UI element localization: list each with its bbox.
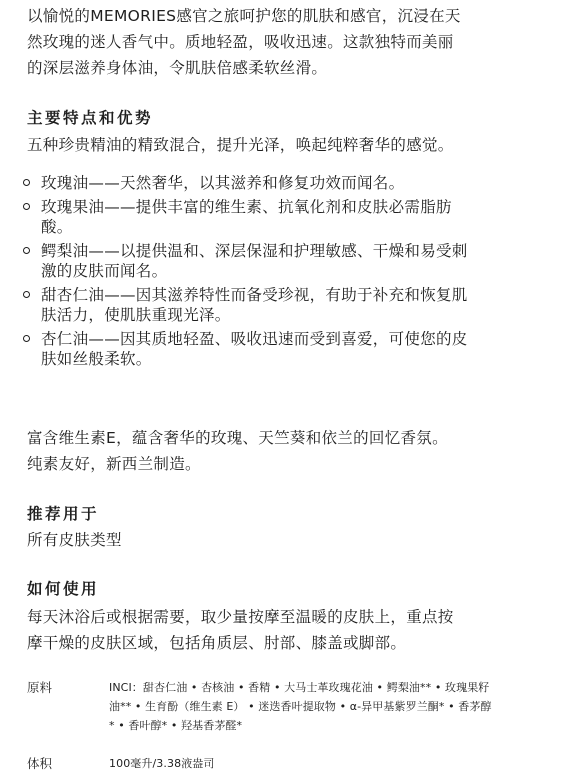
volume-row <box>27 754 532 773</box>
bullet-circle-icon <box>23 247 30 254</box>
features-heading: 主要特点和优势 <box>27 109 154 127</box>
volume-value: 100毫升/3.38液盎司 <box>109 757 215 770</box>
list-item <box>27 173 532 193</box>
vitamin-paragraph <box>27 425 532 477</box>
ingredients-row <box>27 678 532 735</box>
volume-label: 体积 <box>27 756 53 771</box>
intro-line: 然玫瑰的迷人香气中。质地轻盈，吸收迅速。这款独特而美丽 <box>27 33 454 51</box>
list-item-line: 鳄梨油——以提供温和、深层保湿和护理敏感、干燥和易受刺 <box>41 242 468 260</box>
list-item <box>27 285 532 325</box>
ingredients-line: 油** • 生育酚（维生素 E） • 迷迭香叶提取物 • α-异甲基紫罗兰酮* • 香茅醇 <box>109 700 492 713</box>
recommended-text: 所有皮肤类型 <box>27 531 122 549</box>
features-subtitle: 五种珍贵精油的精致混合，提升光泽，唤起纯粹奢华的感觉。 <box>27 136 454 154</box>
vegan-line: 纯素友好，新西兰制造。 <box>27 455 201 473</box>
bullet-circle-icon <box>23 203 30 210</box>
list-item-line: 玫瑰果油——提供丰富的维生素、抗氧化剂和皮肤必需脂肪 <box>41 198 452 216</box>
how-to-use-heading: 如何使用 <box>27 580 100 598</box>
ingredients-value <box>109 678 532 735</box>
list-item-line: 肤活力，使肌肤重现光泽。 <box>41 306 231 324</box>
list-item-line: 甜杏仁油——因其滋养特性而备受珍视，有助于补充和恢复肌 <box>41 286 468 304</box>
recommended-heading: 推荐用于 <box>27 505 100 523</box>
ingredients-line: INCI：甜杏仁油 • 杏核油 • 香精 • 大马士革玫瑰花油 • 鳄梨油** • 玫瑰果籽 <box>109 681 490 694</box>
list-item-line: 杏仁油——因其质地轻盈、吸收迅速而受到喜爱，可使您的皮 <box>41 330 468 348</box>
bullet-circle-icon <box>23 179 30 186</box>
list-item-line: 激的皮肤而闻名。 <box>41 262 168 280</box>
ingredients-label: 原料 <box>27 680 53 695</box>
ingredients-line: * • 香叶醇* • 羟基香茅醛* <box>109 719 243 732</box>
how-to-use-line: 摩干燥的皮肤区域，包括角质层、肘部、膝盖或脚部。 <box>27 634 407 652</box>
list-item <box>27 241 532 281</box>
features-list <box>27 173 532 369</box>
list-item <box>27 197 532 237</box>
bullet-circle-icon <box>23 291 30 298</box>
list-item-line: 酸。 <box>41 218 73 236</box>
how-to-use-text <box>27 604 532 656</box>
list-item <box>27 329 532 369</box>
vitamin-line: 富含维生素E，蕴含奢华的玫瑰、天竺葵和依兰的回忆香氛。 <box>27 429 448 447</box>
intro-paragraph <box>27 3 532 81</box>
list-item-line: 玫瑰油——天然奢华，以其滋养和修复功效而闻名。 <box>41 174 405 192</box>
bullet-circle-icon <box>23 335 30 342</box>
intro-line: 的深层滋养身体油，令肌肤倍感柔软丝滑。 <box>27 59 328 77</box>
how-to-use-line: 每天沐浴后或根据需要，取少量按摩至温暖的皮肤上，重点按 <box>27 608 454 626</box>
list-item-line: 肤如丝般柔软。 <box>41 350 152 368</box>
intro-line: 以愉悦的MEMORIES感官之旅呵护您的肌肤和感官，沉浸在天 <box>27 7 461 25</box>
